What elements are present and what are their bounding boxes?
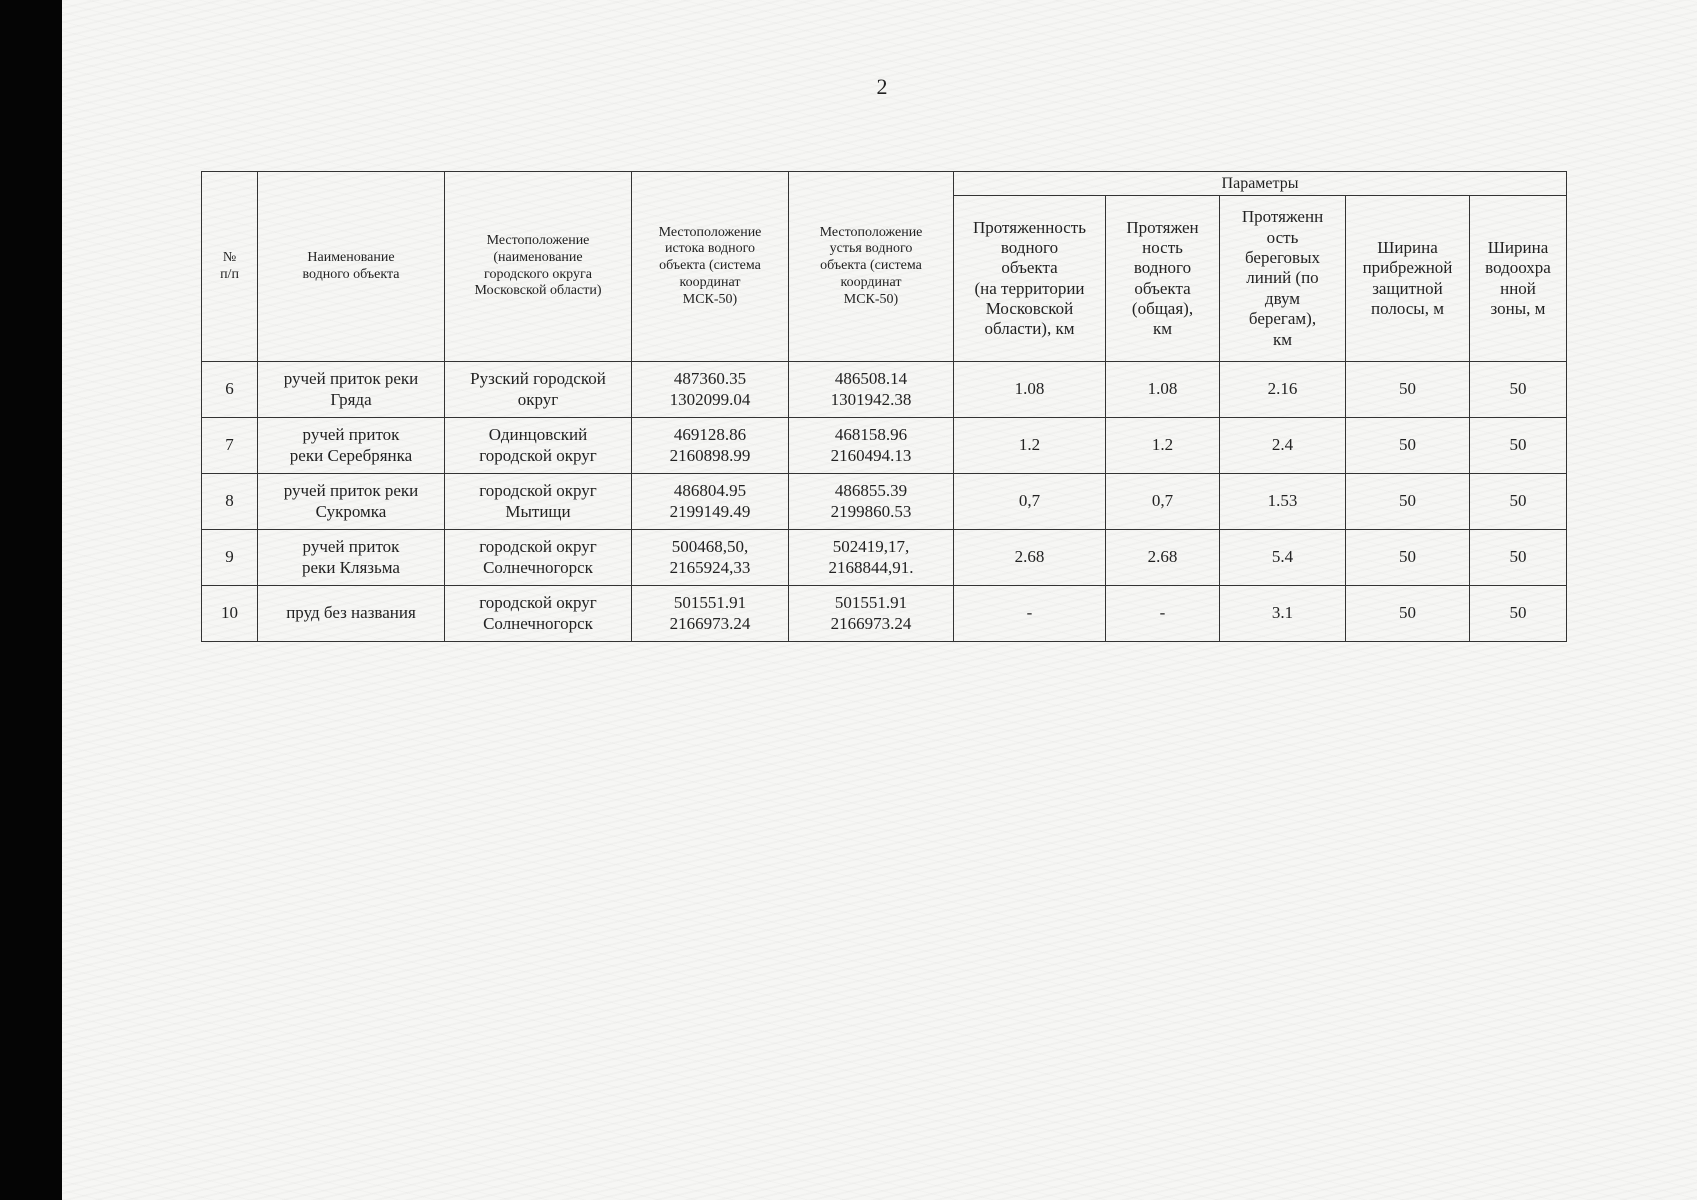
text-line: 2160494.13 [830, 445, 912, 465]
text-line: Ширина [1377, 237, 1438, 257]
cell-location [445, 586, 632, 642]
cell-name [258, 362, 445, 418]
text-line: ость [1266, 227, 1299, 247]
text-line: пруд без названия [286, 603, 416, 623]
text-line: городской округ [479, 445, 597, 465]
text-line: области), км [984, 319, 1075, 339]
cell-mouth [789, 474, 954, 530]
cell-num: 7 [202, 418, 258, 474]
text-line: координат [840, 274, 902, 290]
page-number: 2 [876, 74, 888, 99]
text-line: береговых [1244, 248, 1320, 268]
text-line: нной [1500, 278, 1536, 298]
text-line: 2165924,33 [669, 557, 751, 577]
text-line: объекта (система [820, 258, 922, 274]
text-line: объекта (система [659, 258, 761, 274]
text-line: водного объекта [302, 266, 400, 282]
cell-source [632, 530, 789, 586]
cell-source [632, 586, 789, 642]
text-line: двум [1264, 288, 1301, 308]
cell-location [445, 530, 632, 586]
text-line: 2166973.24 [830, 613, 912, 633]
text-line: реки Серебрянка [289, 445, 413, 465]
cell-protection-zone: 50 [1470, 530, 1567, 586]
cell-length-region: 1.08 [954, 362, 1106, 418]
text-line: водного [1000, 237, 1059, 257]
text-line: водоохра [1485, 258, 1551, 278]
header-shore-length [1220, 196, 1346, 362]
text-line: городского округа [484, 266, 592, 282]
text-line: (на территории [974, 278, 1085, 298]
table-row [202, 418, 1567, 474]
table-row [202, 586, 1567, 642]
cell-coastal-strip: 50 [1346, 586, 1470, 642]
text-line: городской округ [479, 593, 597, 613]
text-line: Местоположение [658, 224, 762, 240]
text-line: Протяженн [1241, 207, 1324, 227]
text-line: берегам), [1248, 309, 1317, 329]
text-line: 1301942.38 [830, 389, 912, 409]
cell-mouth [789, 362, 954, 418]
text-line: 486855.39 [834, 481, 908, 501]
cell-num: 9 [202, 530, 258, 586]
table-row [202, 530, 1567, 586]
text-line: Солнечногорск [483, 557, 593, 577]
text-line: реки Клязьма [302, 557, 400, 577]
table-row [202, 362, 1567, 418]
text-line: городской округ [479, 537, 597, 557]
cell-length-total: - [1106, 586, 1220, 642]
text-line: км [1152, 319, 1173, 339]
cell-name [258, 586, 445, 642]
text-line: координат [679, 274, 741, 290]
text-line: 2160898.99 [669, 445, 751, 465]
header-name [258, 172, 445, 362]
text-line: МСК-50) [843, 291, 899, 307]
text-line: 501551.91 [673, 593, 747, 613]
header-source [632, 172, 789, 362]
cell-protection-zone: 50 [1470, 586, 1567, 642]
text-line: 501551.91 [834, 593, 908, 613]
text-line: защитной [1372, 278, 1443, 298]
text-line: Московской [985, 299, 1074, 319]
cell-location [445, 418, 632, 474]
text-line: водного [1133, 258, 1192, 278]
cell-mouth [789, 586, 954, 642]
cell-name [258, 530, 445, 586]
text-line: Местоположение [819, 224, 923, 240]
cell-length-total: 0,7 [1106, 474, 1220, 530]
cell-length-region: 1.2 [954, 418, 1106, 474]
cell-source [632, 418, 789, 474]
text-line: округ [517, 389, 559, 409]
cell-location [445, 362, 632, 418]
header-protection-zone [1470, 196, 1567, 362]
header-length-region [954, 196, 1106, 362]
text-line: полосы, м [1370, 299, 1444, 319]
cell-num: 10 [202, 586, 258, 642]
text-line: Солнечногорск [483, 613, 593, 633]
text-line: (общая), [1131, 299, 1194, 319]
text-line: Мытищи [505, 501, 571, 521]
cell-source [632, 362, 789, 418]
text-line: 2168844,91. [828, 557, 914, 577]
text-line: 2166973.24 [669, 613, 751, 633]
text-line: 500468,50, [671, 537, 749, 557]
text-line: линий (по [1246, 268, 1319, 288]
text-line: Протяжен [1126, 217, 1199, 237]
text-line: устья водного [829, 241, 913, 257]
header-parameters: Параметры [954, 172, 1567, 196]
text-line: ручей приток [302, 425, 400, 445]
cell-location [445, 474, 632, 530]
text-line: городской округ [479, 481, 597, 501]
header-length-total [1106, 196, 1220, 362]
cell-protection-zone: 50 [1470, 474, 1567, 530]
cell-shore-length: 2.4 [1220, 418, 1346, 474]
text-line: 469128.86 [673, 425, 747, 445]
text-line: объекта [1134, 278, 1191, 298]
cell-mouth [789, 418, 954, 474]
text-line: Гряда [330, 389, 372, 409]
header-mouth [789, 172, 954, 362]
text-line: объекта [1001, 258, 1058, 278]
text-line: 2199149.49 [669, 501, 751, 521]
text-line: Наименование [307, 249, 395, 265]
text-line: зоны, м [1490, 299, 1546, 319]
text-line: № [222, 249, 237, 265]
text-line: Одинцовский [488, 425, 588, 445]
text-line: ность [1142, 237, 1183, 257]
text-line: 487360.35 [673, 369, 747, 389]
text-line: 468158.96 [834, 425, 908, 445]
text-line: км [1272, 329, 1293, 349]
cell-mouth [789, 530, 954, 586]
text-line: Московской области) [474, 283, 602, 299]
text-line: Ширина [1487, 237, 1549, 257]
cell-shore-length: 2.16 [1220, 362, 1346, 418]
text-line: 2199860.53 [830, 501, 912, 521]
text-line: 502419,17, [832, 537, 910, 557]
text-line: (наименование [493, 249, 583, 265]
text-line: 486508.14 [834, 369, 908, 389]
text-line: ручей приток [302, 537, 400, 557]
text-line: 486804.95 [673, 481, 747, 501]
cell-name [258, 474, 445, 530]
cell-shore-length: 5.4 [1220, 530, 1346, 586]
text-line: Местоположение [486, 233, 590, 248]
cell-length-region: 2.68 [954, 530, 1106, 586]
text-line: 1302099.04 [669, 389, 751, 409]
cell-coastal-strip: 50 [1346, 418, 1470, 474]
cell-source [632, 474, 789, 530]
table-row [202, 474, 1567, 530]
header-location [445, 172, 632, 362]
header-num [202, 172, 258, 362]
water-objects-table [201, 171, 1567, 642]
cell-num: 8 [202, 474, 258, 530]
cell-length-total: 2.68 [1106, 530, 1220, 586]
cell-name [258, 418, 445, 474]
cell-coastal-strip: 50 [1346, 474, 1470, 530]
cell-coastal-strip: 50 [1346, 362, 1470, 418]
cell-shore-length: 1.53 [1220, 474, 1346, 530]
text-line: Протяженность [973, 217, 1086, 237]
text-line: Сукромка [315, 501, 387, 521]
text-line: прибрежной [1362, 258, 1453, 278]
cell-length-total: 1.08 [1106, 362, 1220, 418]
text-line: ручей приток реки [283, 481, 419, 501]
cell-length-region: 0,7 [954, 474, 1106, 530]
text-line: истока водного [664, 241, 756, 257]
cell-length-total: 1.2 [1106, 418, 1220, 474]
header-coastal-strip [1346, 196, 1470, 362]
cell-coastal-strip: 50 [1346, 530, 1470, 586]
cell-shore-length: 3.1 [1220, 586, 1346, 642]
text-line: ручей приток реки [283, 369, 419, 389]
text-line: Рузский городской [470, 369, 606, 389]
text-line: МСК-50) [682, 291, 738, 307]
cell-protection-zone: 50 [1470, 362, 1567, 418]
cell-length-region: - [954, 586, 1106, 642]
text-line: п/п [220, 266, 239, 282]
scan-edge [0, 0, 62, 1200]
cell-num: 6 [202, 362, 258, 418]
cell-protection-zone: 50 [1470, 418, 1567, 474]
